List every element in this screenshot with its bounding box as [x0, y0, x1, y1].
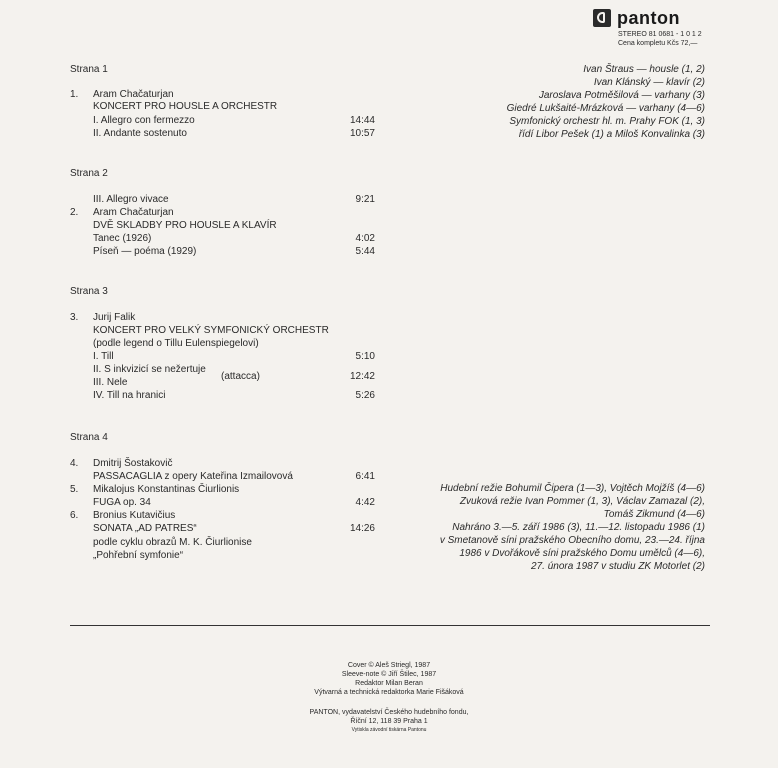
duration: 5:10	[355, 351, 375, 362]
duration: 9:21	[355, 194, 375, 205]
work-title: SONATA „AD PATRES“	[93, 523, 197, 534]
movement-title: IV. Till na hranici	[93, 390, 166, 401]
attacca-note: (attacca)	[221, 371, 260, 382]
label-name: panton	[617, 8, 680, 28]
duration: 14:44	[349, 115, 375, 126]
movement-title: I. Till	[93, 351, 114, 362]
duration: 5:44	[355, 246, 375, 257]
work-title: PASSACAGLIA z opery Kateřina Izmailovová	[93, 471, 293, 482]
work-subtitle: (podle legend o Tillu Eulenspiegelovi)	[93, 338, 259, 349]
credit-line: Sleeve-note © Jiří Štilec, 1987	[341, 671, 437, 678]
performer-line: řídí Libor Pešek (1) a Miloš Konvalinka (3)	[518, 129, 705, 140]
catalog-number: STEREO 81 0681 - 1 0 1 2	[618, 31, 702, 38]
production-line: Tomáš Zikmund (4—6)	[603, 509, 705, 520]
work-title: FUGA op. 34	[93, 497, 151, 508]
composer: Aram Chačaturjan	[93, 207, 174, 218]
movement-title: III. Nele	[93, 377, 128, 388]
composer: Mikalojus Konstantinas Čiurlionis	[93, 484, 240, 495]
work-title: DVĚ SKLADBY PRO HOUSLE A KLAVÍR	[93, 220, 277, 231]
composer: Bronius Kutavičius	[93, 510, 176, 521]
work-note: podle cyklu obrazů M. K. Čiurlionise	[93, 537, 252, 548]
price: Cena kompletu Kčs 72,—	[618, 40, 698, 47]
credit-line: Redaktor Milan Beran	[355, 680, 423, 687]
performer-line: Symfonický orchestr hl. m. Prahy FOK (1, 3)	[509, 116, 705, 127]
track-number: 2.	[70, 207, 79, 218]
work-title: KONCERT PRO HOUSLE A ORCHESTR	[93, 101, 278, 112]
composer: Dmitrij Šostakovič	[93, 458, 173, 469]
duration: 6:41	[355, 471, 375, 482]
movement-title: III. Allegro vivace	[93, 194, 169, 205]
side-heading: Strana 2	[70, 168, 108, 179]
movement-title: I. Allegro con fermezzo	[93, 115, 195, 126]
movement-title: Tanec (1926)	[93, 233, 152, 244]
work-note: „Pohřební symfonie“	[93, 550, 184, 561]
duration: 12:42	[349, 371, 375, 382]
production-line: 27. února 1987 v studiu ZK Motorlet (2)	[531, 561, 705, 572]
track-number: 3.	[70, 312, 79, 323]
movement-title: II. S inkvizicí se nežertuje	[93, 364, 206, 375]
duration: 4:02	[355, 233, 375, 244]
movement-title: Píseň — poéma (1929)	[93, 246, 197, 257]
track-number: 6.	[70, 510, 79, 521]
track-number: 1.	[70, 89, 79, 100]
printer-line: Vytiskla závodní tiskárna Pantonu	[351, 727, 427, 733]
performer-line: Ivan Klánský — klavír (2)	[593, 77, 705, 88]
side-heading: Strana 4	[70, 432, 108, 443]
publisher-line: Říční 12, 118 39 Praha 1	[350, 718, 428, 725]
credit-line: Výtvarná a technická redaktorka Marie Fišáková	[314, 689, 464, 696]
production-line: Hudební režie Bohumil Čipera (1—3), Vojtěch Mojžíš (4—6)	[440, 483, 705, 494]
composer: Aram Chačaturjan	[93, 89, 174, 100]
side-heading: Strana 1	[70, 64, 108, 75]
movement-title: II. Andante sostenuto	[93, 128, 187, 139]
performer-line: Giedré Lukšaité-Mrázková — varhany (4—6)	[506, 103, 705, 114]
production-line: Nahráno 3.—5. září 1986 (3), 11.—12. listopadu 1986 (1)	[452, 522, 705, 533]
performer-line: Ivan Štraus — housle (1, 2)	[583, 64, 705, 75]
work-title: KONCERT PRO VELKÝ SYMFONICKÝ ORCHESTR	[93, 325, 329, 336]
duration: 10:57	[349, 128, 375, 139]
performer-line: Jaroslava Potměšilová — varhany (3)	[538, 90, 705, 101]
track-number: 4.	[70, 458, 79, 469]
production-line: Zvuková režie Ivan Pommer (1, 3), Václav Zamazal (2),	[459, 496, 705, 507]
composer: Jurij Falik	[93, 312, 136, 323]
duration: 4:42	[355, 497, 375, 508]
production-line: v Smetanově síni pražského Obecního domu, 23.—24. října	[439, 535, 705, 546]
duration: 5:26	[355, 390, 375, 401]
credit-line: Cover © Aleš Striegl, 1987	[347, 662, 431, 669]
duration: 14:26	[349, 523, 375, 534]
track-number: 5.	[70, 484, 79, 495]
panton-logo-mark-icon	[593, 9, 611, 27]
publisher-line: PANTON, vydavatelství Českého hudebního fondu,	[309, 709, 469, 716]
side-heading: Strana 3	[70, 286, 108, 297]
divider-rule	[70, 625, 710, 626]
production-line: 1986 v Dvořákově síni pražského Domu umělců (4—6),	[459, 548, 705, 559]
